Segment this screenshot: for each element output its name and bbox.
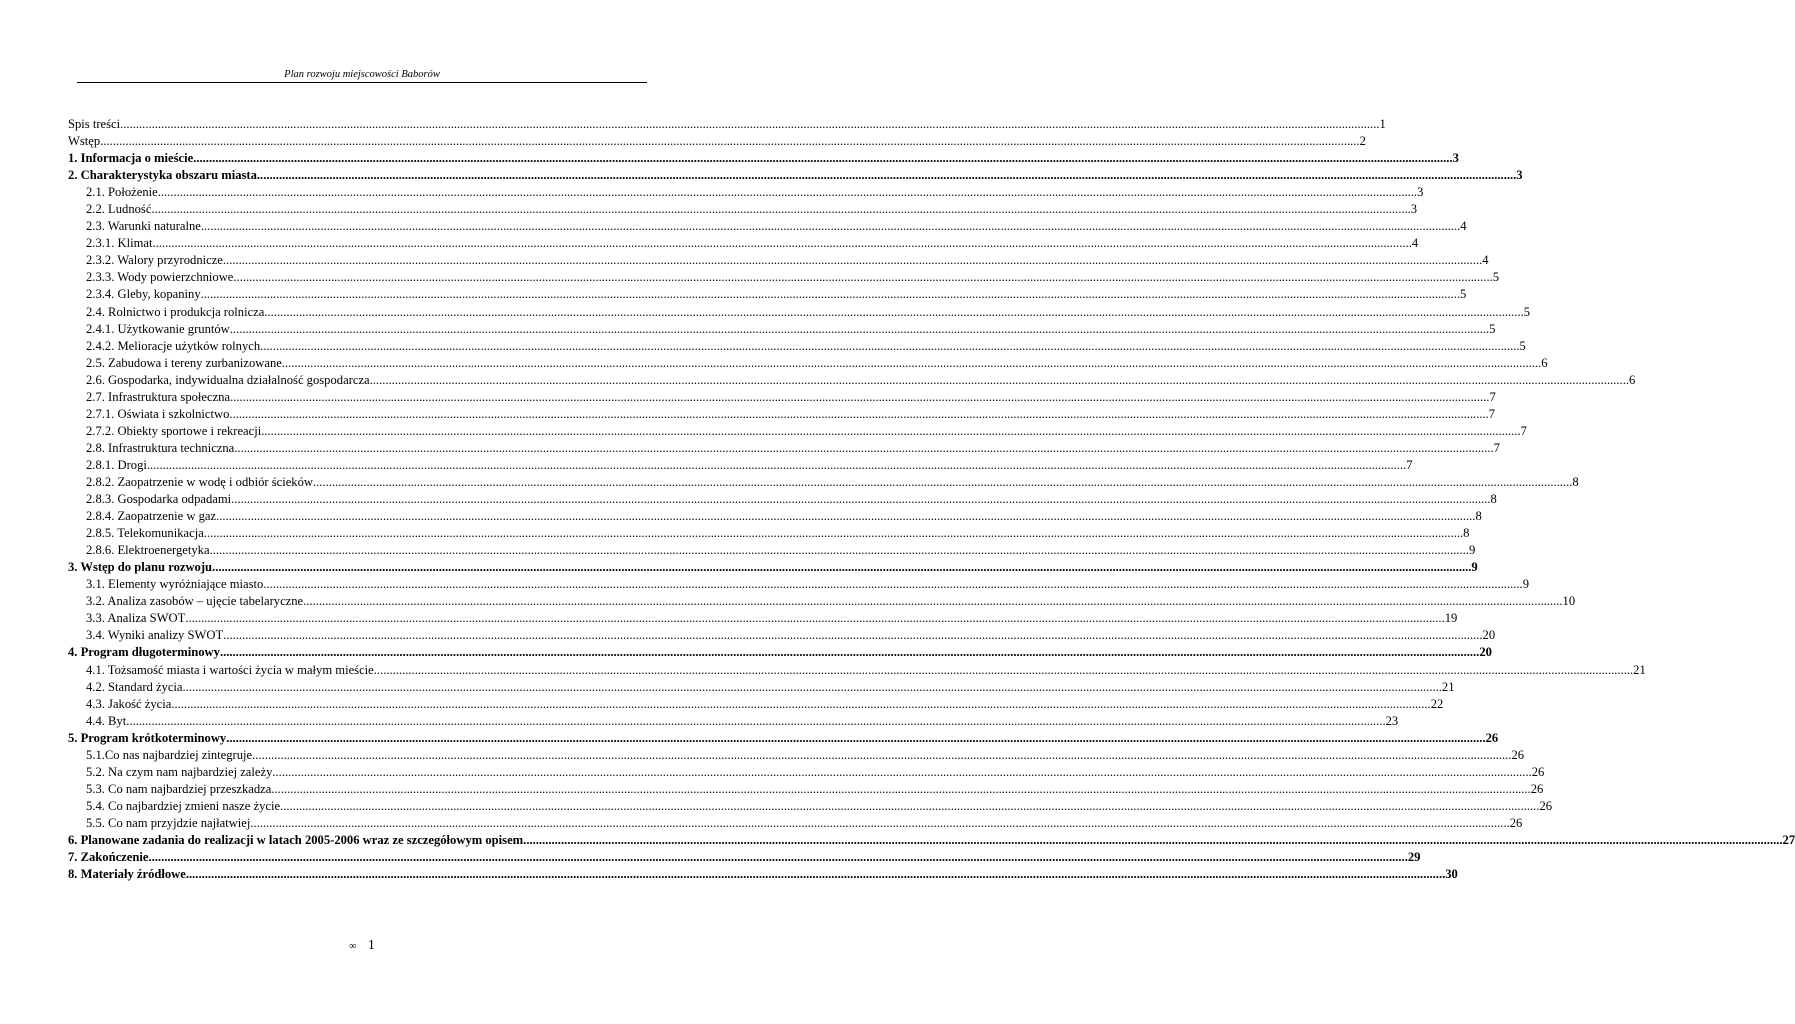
toc-entry[interactable] [68,338,1526,355]
toc-leader-dots: ................................................................................................................................................................................................................................................................................................................................................................................................................ [233,270,1493,285]
toc-entry-page: 4 [1460,219,1467,234]
toc-leader-dots: ................................................................................................................................................................................................................................................................................................................................................................................................................ [212,560,1472,575]
toc-leader-dots: ................................................................................................................................................................................................................................................................................................................................................................................................................ [271,781,1531,796]
toc-entry-page: 26 [1485,730,1499,745]
toc-entry-page: 7 [1406,457,1413,472]
toc-leader-dots: ................................................................................................................................................................................................................................................................................................................................................................................................................ [185,867,1446,882]
toc-entry-page: 26 [1509,815,1523,830]
toc-entry-page: 4 [1482,253,1489,268]
toc-leader-dots: ................................................................................................................................................................................................................................................................................................................................................................................................................ [373,662,1634,677]
toc-entry[interactable] [68,389,1496,406]
toc-entry[interactable] [68,593,1576,610]
toc-entry-page: 7 [1520,423,1527,438]
toc-entry-page: 10 [1562,594,1576,609]
toc-entry-title: 6. Planowane zadania do realizacji w latach 2005-2006 wraz ze szczegółowym opisem [68,832,524,847]
toc-entry-page: 3 [1410,202,1418,217]
toc-entry-page: 6 [1629,372,1636,387]
toc-entry[interactable] [68,730,1499,747]
toc-leader-dots: ................................................................................................................................................................................................................................................................................................................................................................................................................ [230,389,1490,404]
toc-leader-dots: ................................................................................................................................................................................................................................................................................................................................................................................................................ [182,679,1442,694]
toc-entry-title: 2.1. Położenie [86,185,158,200]
toc-entry-page: 27 [1782,832,1795,847]
toc-entry[interactable] [68,542,1476,559]
toc-entry-title: 5. Program krótkoterminowy [68,730,227,745]
toc-leader-dots: ................................................................................................................................................................................................................................................................................................................................................................................................................ [157,185,1418,200]
toc-leader-dots: ................................................................................................................................................................................................................................................................................................................................................................................................................ [234,440,1494,455]
toc-entry-title: 4.1. Tożsamość miasta i wartości życia w małym mieście [86,662,374,677]
toc-leader-dots: ................................................................................................................................................................................................................................................................................................................................................................................................................ [193,151,1453,166]
toc-entry-title: 2.6. Gospodarka, indywidualna działalność gospodarcza [86,372,370,387]
toc-entry[interactable] [68,218,1467,235]
toc-entry[interactable] [68,252,1489,269]
toc-leader-dots: ................................................................................................................................................................................................................................................................................................................................................................................................................ [171,696,1431,711]
toc-leader-dots: ................................................................................................................................................................................................................................................................................................................................................................................................................ [261,423,1521,438]
toc-entry-title: 2.3.2. Walory przyrodnicze [86,253,223,268]
toc-entry[interactable] [68,474,1579,491]
toc-entry[interactable] [68,627,1496,644]
toc-entry-title: 4.2. Standard życia [86,679,183,694]
toc-entry-title: 2.8. Infrastruktura techniczna [86,440,235,455]
toc-leader-dots: ................................................................................................................................................................................................................................................................................................................................................................................................................ [281,355,1542,370]
toc-entry-page: 8 [1463,526,1470,541]
toc-entry[interactable] [68,355,1548,372]
toc-entry-title: 2.4.1. Użytkowanie gruntów [86,321,230,336]
toc-entry-title: 3. Wstęp do planu rozwoju [68,560,213,575]
toc-entry-title: 3.4. Wyniki analizy SWOT [86,628,224,643]
toc-entry-title: 2.4.2. Melioracje użytków rolnych [86,338,261,353]
toc-entry[interactable] [68,201,1418,218]
toc-entry[interactable] [68,269,1500,286]
toc-leader-dots: ................................................................................................................................................................................................................................................................................................................................................................................................................ [200,287,1460,302]
toc-entry-title: 3.3. Analiza SWOT [86,611,186,626]
table-of-contents [68,116,1795,883]
toc-entry-page: 5 [1489,321,1496,336]
toc-entry-title: 2.8.2. Zaopatrzenie w wodę i odbiór ścieków [86,474,313,489]
toc-entry-page: 30 [1445,867,1458,882]
toc-entry[interactable] [68,781,1544,798]
toc-entry-page: 20 [1479,645,1492,660]
toc-entry[interactable] [68,662,1646,679]
toc-entry-page: 29 [1407,850,1421,865]
toc-leader-dots: ................................................................................................................................................................................................................................................................................................................................................................................................................ [229,406,1489,421]
toc-entry-page: 3 [1417,185,1424,200]
toc-entry[interactable] [68,406,1496,423]
toc-entry[interactable] [68,235,1419,252]
toc-entry[interactable] [68,764,1545,781]
toc-entry-page: 3 [1452,151,1459,166]
toc-entry-title: 5.1.Co nas najbardziej zintegruje [86,747,253,762]
toc-entry-title: 2.8.5. Telekomunikacja [86,526,204,541]
toc-leader-dots: ................................................................................................................................................................................................................................................................................................................................................................................................................ [256,168,1517,183]
toc-entry-page: 7 [1489,389,1496,404]
toc-entry-title: 2.8.4. Zaopatrzenie w gaz [86,509,217,524]
toc-entry[interactable] [68,167,1523,184]
toc-entry[interactable] [68,798,1553,815]
toc-leader-dots: ................................................................................................................................................................................................................................................................................................................................................................................................................ [216,509,1476,524]
toc-leader-dots: ................................................................................................................................................................................................................................................................................................................................................................................................................ [100,134,1360,149]
toc-entry-title: 2.3.3. Wody powierzchniowe [86,270,234,285]
toc-leader-dots: ................................................................................................................................................................................................................................................................................................................................................................................................................ [369,372,1629,387]
toc-entry[interactable] [68,832,1795,849]
toc-entry-title: 5.2. Na czym nam najbardziej zależy [86,764,273,779]
toc-entry-page: 21 [1633,662,1646,677]
toc-entry-page: 8 [1475,509,1482,524]
toc-entry[interactable] [68,610,1458,627]
toc-entry-title: 2.4. Rolnictwo i produkcja rolnicza [86,304,265,319]
toc-entry-page: 5 [1523,304,1531,319]
toc-leader-dots: ................................................................................................................................................................................................................................................................................................................................................................................................................ [151,202,1411,217]
toc-entry[interactable] [68,304,1531,321]
toc-leader-dots: ................................................................................................................................................................................................................................................................................................................................................................................................................ [252,747,1512,762]
toc-leader-dots: ................................................................................................................................................................................................................................................................................................................................................................................................................ [146,457,1407,472]
toc-entry[interactable] [68,286,1467,303]
toc-entry-page: 20 [1482,628,1496,643]
toc-entry[interactable] [68,116,1386,133]
toc-leader-dots: ................................................................................................................................................................................................................................................................................................................................................................................................................ [200,219,1461,234]
toc-leader-dots: ................................................................................................................................................................................................................................................................................................................................................................................................................ [312,474,1573,489]
toc-entry-page: 22 [1430,696,1444,711]
toc-entry-page: 5 [1460,287,1467,302]
toc-entry-page: 19 [1444,611,1458,626]
toc-entry-page: 2 [1359,134,1366,149]
toc-leader-dots: ................................................................................................................................................................................................................................................................................................................................................................................................................ [219,645,1480,660]
toc-entry[interactable] [68,508,1482,525]
toc-entry[interactable] [68,696,1444,713]
toc-entry-title: 5.5. Co nam przyjdzie najłatwiej [86,815,251,830]
toc-entry-title: 2. Charakterystyka obszaru miasta [68,168,257,183]
toc-entry-title: 2.7. Infrastruktura społeczna [86,389,231,404]
toc-entry-title: 3.1. Elementy wyróżniające miasto [86,577,264,592]
toc-entry-title: 5.4. Co najbardziej zmieni nasze życie [86,798,281,813]
toc-entry[interactable] [68,440,1500,457]
page-number: 1 [367,938,375,953]
toc-leader-dots: ................................................................................................................................................................................................................................................................................................................................................................................................................ [260,338,1520,353]
toc-leader-dots: ................................................................................................................................................................................................................................................................................................................................................................................................................ [222,253,1483,268]
toc-entry-title: 2.3. Warunki naturalne [86,219,201,234]
toc-entry-page: 26 [1511,747,1525,762]
toc-leader-dots: ................................................................................................................................................................................................................................................................................................................................................................................................................ [223,628,1483,643]
toc-entry-page: 8 [1572,474,1579,489]
infinity-icon: ∞ [349,941,357,952]
toc-entry-page: 26 [1531,764,1545,779]
toc-entry[interactable] [68,644,1492,661]
toc-entry[interactable] [68,815,1523,832]
toc-entry-title: 2.2. Ludność [86,202,152,217]
toc-entry-page: 9 [1471,560,1478,575]
toc-entry-title: 1. Informacja o mieście [68,151,194,166]
toc-entry[interactable] [68,423,1527,440]
toc-entry-title: 2.5. Zabudowa i tereny zurbanizowane [86,355,282,370]
toc-entry-page: 21 [1441,679,1455,694]
toc-entry-page: 6 [1541,355,1548,370]
toc-leader-dots: ................................................................................................................................................................................................................................................................................................................................................................................................................ [272,764,1532,779]
toc-entry-title: 2.3.1. Klimat [86,236,153,251]
toc-entry-page: 26 [1530,781,1544,796]
toc-entry[interactable] [68,525,1470,542]
toc-entry-title: 3.2. Analiza zasobów – ujęcie tabelaryczne [86,594,304,609]
toc-entry-title: 2.7.2. Obiekty sportowe i rekreacji [86,423,262,438]
toc-entry[interactable] [68,150,1459,167]
toc-entry-title: 4.4. Byt [86,713,127,728]
toc-entry-title: Wstęp [68,134,101,149]
toc-entry[interactable] [68,372,1636,389]
toc-entry[interactable] [68,491,1497,508]
toc-leader-dots: ................................................................................................................................................................................................................................................................................................................................................................................................................ [209,543,1469,558]
toc-entry-page: 5 [1519,338,1526,353]
running-header: Plan rozwoju miejscowości Baborów [77,68,647,83]
toc-leader-dots: ................................................................................................................................................................................................................................................................................................................................................................................................................ [303,594,1563,609]
toc-leader-dots: ................................................................................................................................................................................................................................................................................................................................................................................................................ [264,304,1524,319]
toc-entry-page: 7 [1493,440,1500,455]
toc-leader-dots: ................................................................................................................................................................................................................................................................................................................................................................................................................ [148,850,1408,865]
toc-leader-dots: ................................................................................................................................................................................................................................................................................................................................................................................................................ [280,798,1540,813]
toc-leader-dots: ................................................................................................................................................................................................................................................................................................................................................................................................................ [229,321,1490,336]
toc-entry-page: 8 [1490,492,1497,507]
toc-leader-dots: ................................................................................................................................................................................................................................................................................................................................................................................................................ [203,526,1464,541]
toc-entry-title: 2.3.4. Gleby, kopaniny [86,287,201,302]
toc-leader-dots: ................................................................................................................................................................................................................................................................................................................................................................................................................ [120,117,1380,131]
toc-entry-page: 7 [1488,406,1496,421]
toc-entry[interactable] [68,559,1478,576]
toc-entry[interactable] [68,321,1496,338]
toc-entry-page: 9 [1468,543,1476,558]
page-footer [0,938,724,954]
toc-entry-title: 4.3. Jakość życia [86,696,172,711]
toc-entry-title: 2.8.1. Drogi [86,457,147,472]
toc-entry-title: 8. Materiały źródłowe [68,867,186,882]
toc-entry-title: 2.8.6. Elektroenergetyka [86,543,210,558]
toc-leader-dots: ................................................................................................................................................................................................................................................................................................................................................................................................................ [231,492,1491,507]
toc-leader-dots: ................................................................................................................................................................................................................................................................................................................................................................................................................ [185,611,1445,626]
toc-entry-page: 5 [1492,270,1500,285]
toc-leader-dots: ................................................................................................................................................................................................................................................................................................................................................................................................................ [250,815,1510,830]
toc-entry-page: 9 [1522,577,1529,592]
toc-entry[interactable] [68,866,1458,883]
toc-entry[interactable] [68,747,1525,764]
toc-entry[interactable] [68,133,1366,150]
toc-entry[interactable] [68,849,1421,866]
toc-leader-dots: ................................................................................................................................................................................................................................................................................................................................................................................................................ [126,713,1386,728]
toc-entry-title: 4. Program długoterminowy [68,645,220,660]
toc-entry-page: 4 [1411,236,1419,251]
toc-entry[interactable] [68,457,1413,474]
toc-entry[interactable] [68,184,1424,201]
toc-entry-page: 23 [1385,713,1399,728]
toc-entry-page: 26 [1539,798,1553,813]
toc-entry[interactable] [68,713,1399,730]
toc-entry-page: 3 [1516,168,1523,183]
toc-leader-dots: ................................................................................................................................................................................................................................................................................................................................................................................................................ [263,577,1523,592]
toc-entry-title: 2.7.1. Oświata i szkolnictwo [86,406,230,421]
toc-entry-title: 2.8.3. Gospodarka odpadami [86,492,232,507]
toc-entry-title: Spis treści [68,117,121,131]
toc-entry-title: 5.3. Co nam najbardziej przeszkadza [86,781,272,796]
toc-entry-page: 1 [1379,117,1386,131]
toc-leader-dots: ................................................................................................................................................................................................................................................................................................................................................................................................................ [226,730,1486,745]
toc-entry-title: 7. Zakończenie [68,850,149,865]
toc-entry[interactable] [68,576,1529,593]
toc-leader-dots: ................................................................................................................................................................................................................................................................................................................................................................................................................ [523,832,1783,847]
toc-entry[interactable] [68,679,1455,696]
toc-leader-dots: ................................................................................................................................................................................................................................................................................................................................................................................................................ [152,236,1412,251]
